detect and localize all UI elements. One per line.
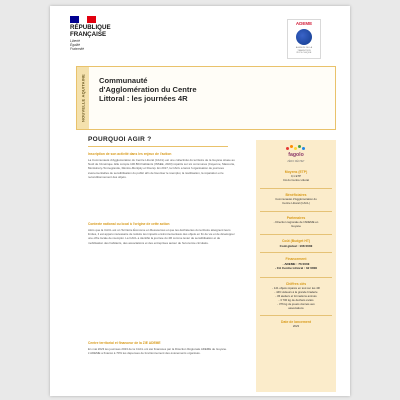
divider (260, 211, 332, 212)
section-title: POURQUOI AGIR ? (88, 136, 152, 143)
section-title-divider (88, 146, 228, 147)
partners-line: - Direction régionale de l'ADEME en (273, 220, 319, 224)
funding-paragraph: En mai 2023 les journées 2023 de la CACL ont été financées par la Direction Régionale ADEME de Guyane. L'ADEME a financé à 70% les dépenses de fonctionnement des événements organisés. (88, 346, 227, 355)
cost-value: Coût global : 108 000€ (279, 244, 313, 248)
key-facts-panel (256, 140, 336, 392)
financing-line: - CA Centre Littoral : 32 000€ (274, 266, 318, 270)
title-banner (76, 66, 336, 130)
means-block (260, 170, 332, 183)
partners-line: Guyane (291, 223, 301, 228)
key-figure-line: - 446 visiteurs à la grande braderie (274, 289, 318, 294)
ademe-logo (287, 19, 321, 59)
means-heading: Moyens (ETP) (284, 170, 308, 174)
key-figure-line: - 121 objets réparés en tout sur les 4R (272, 286, 320, 290)
origin-section (88, 222, 236, 245)
beneficiaries-heading: Bénéficiaires (285, 193, 307, 197)
republique-motto: Liberté Égalité Fraternité (70, 39, 85, 51)
key-figure-line: - 3 700 kg de déchets évités (278, 297, 314, 302)
context-heading: Inscription de son activité dans les enjeux de l’action (88, 152, 172, 156)
divider (260, 277, 332, 278)
beneficiaries-line: Centre Littoral (CACL) (282, 200, 310, 205)
funding-section (88, 341, 236, 355)
beneficiaries-line: Communauté d'Agglomération du (275, 197, 317, 201)
key-figure-line: associations (288, 305, 304, 310)
divider (260, 252, 332, 253)
financing-line: - ADEME : 76 000€ (282, 262, 310, 266)
logo-wordmark: fagolo (288, 152, 304, 158)
flag-blue-stripe (70, 16, 79, 23)
launch-date-value: 2023 (292, 324, 300, 328)
context-section (88, 152, 236, 180)
dot (298, 145, 301, 148)
dot (290, 145, 293, 148)
origin-heading: Contexte national ou local à l’origine de cette action (88, 222, 170, 226)
republique-francaise-title: RÉPUBLIQUE FRANÇAISE (70, 24, 111, 38)
financing-block (260, 257, 332, 270)
means-line: CA du Centre Littoral (283, 177, 309, 182)
beneficiaries-block (260, 193, 332, 206)
dot (286, 147, 289, 150)
origin-paragraph: Alors que la CACL est un Territoire Économe en Ressources et que les déchèteries du territoire atteignent leurs limites, il est apparu nécessaire de réduire les impacts environnementaux des objets en fin de vie et de développer une offre locale de réemploi. La CACL a identifié la journée du 4R comme levier de sensibilisation et de mobilisation des habitants, des associations et des entreprises autour de l'économie circulaire. (88, 227, 235, 245)
partners-block (260, 216, 332, 229)
launch-date-heading: Date de lancement (281, 320, 311, 324)
ademe-name: ADEME (295, 21, 313, 26)
context-paragraph: La Communauté d'Agglomération du Centre Littoral (CACL) est une collectivité du territoire de la Guyane située au Nord de l'Amérique. Elle compte 100 804 habitants (INSEE, 2023) répartis sur six communes (Cayenne, Macouria, Montsinéry-Tonnegrande, Rémire-Montjoly et Roura). En 2017, la CACL a lancé l'organisation de journées événementielles de sensibilisation du public afin de favoriser le réemploi, la réutilisation, la réparation et le reconditionnement des objets. (88, 157, 235, 180)
republique-francaise-logo (70, 16, 150, 60)
cost-block (260, 239, 332, 248)
globe-icon (296, 29, 312, 45)
launch-date-block (260, 320, 332, 329)
flag-white-stripe (79, 16, 88, 23)
key-figure-line: - 376 kg de jouets donnés aux (277, 301, 315, 306)
ademe-subtitle: AGENCE DE LA TRANSITION ÉCOLOGIQUE (295, 47, 313, 55)
tricolor-flag-icon (70, 16, 96, 23)
divider (260, 315, 332, 316)
key-figure-line: - 36 ateliers et formations animés (275, 293, 317, 298)
flag-red-stripe (87, 16, 96, 23)
means-line: 0,1 ETP (290, 174, 302, 178)
key-figures-block (260, 282, 332, 310)
partners-heading: Partenaires (286, 216, 306, 220)
dot (294, 147, 297, 150)
territoire-zero-dechet-logo (278, 145, 314, 167)
divider (260, 188, 332, 189)
region-label: NOUVELLE AQUITAINE (80, 73, 86, 123)
document-title: Communauté d'Agglomération du Centre Littoral : les journées 4R (99, 76, 197, 104)
logo-subtitle: ZÉRO DÉCHET (287, 160, 305, 163)
key-figures-heading: Chiffres clés (285, 282, 307, 286)
dot (302, 147, 305, 150)
color-dots-icon (286, 145, 306, 152)
financing-heading: Financement (285, 257, 307, 261)
cost-heading: Coût (Budget HT) (281, 239, 311, 243)
document-page (50, 6, 350, 396)
region-side-tab (77, 67, 89, 129)
divider (260, 234, 332, 235)
funding-heading: Centre territorial et financeur de la ZIE ADEME (88, 341, 161, 345)
